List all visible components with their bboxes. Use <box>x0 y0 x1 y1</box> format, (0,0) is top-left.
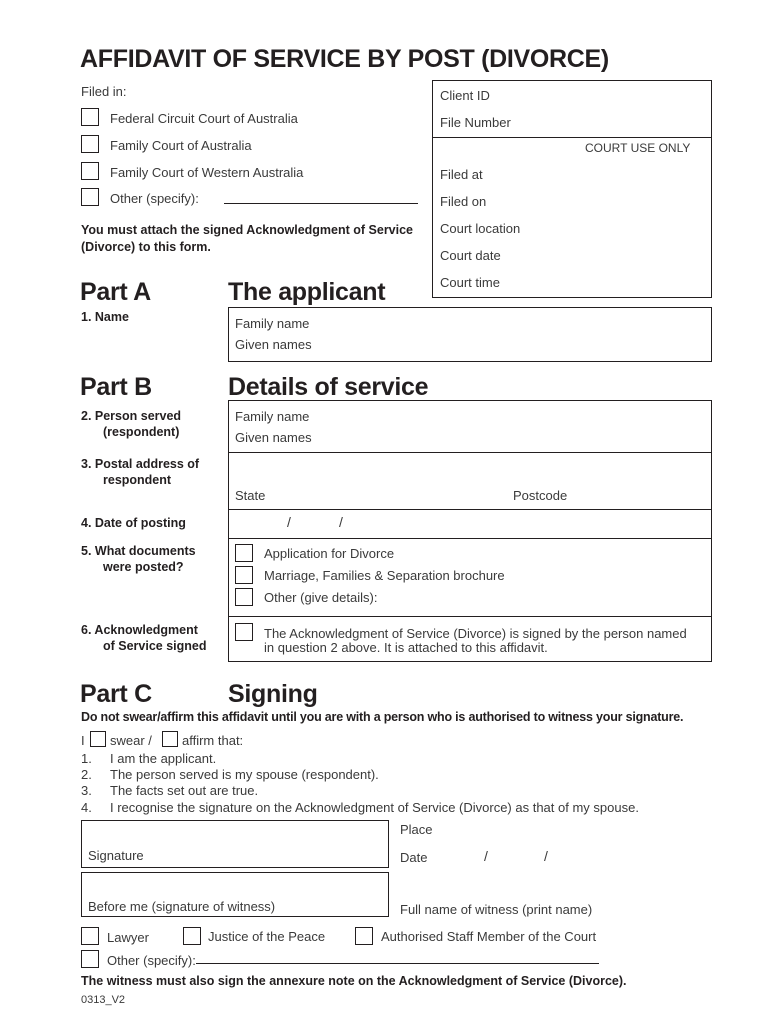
checkbox-affirm[interactable] <box>162 731 178 747</box>
statement-number: 3. <box>81 783 92 798</box>
state-label[interactable]: State <box>235 488 266 503</box>
checkbox-lawyer[interactable] <box>81 927 99 945</box>
row-divider <box>228 509 712 510</box>
place-label[interactable]: Place <box>400 822 433 837</box>
court-use-box <box>432 80 712 298</box>
statement-text: The facts set out are true. <box>110 783 259 798</box>
acknowledgment-text-line1: The Acknowledgment of Service (Divorce) is signed by the person named <box>264 626 687 641</box>
question-6-label-cont: of Service signed <box>103 639 207 653</box>
checkbox-federal-circuit-court[interactable] <box>81 108 99 126</box>
date-label[interactable]: Date <box>400 850 428 865</box>
part-c-heading: Signing <box>228 680 318 708</box>
checkbox-family-court-wa[interactable] <box>81 162 99 180</box>
witness-full-name-label[interactable]: Full name of witness (print name) <box>400 902 593 917</box>
page-title: AFFIDAVIT OF SERVICE BY POST (DIVORCE) <box>80 45 609 73</box>
part-b-label: Part B <box>80 373 152 401</box>
respondent-given-names-label[interactable]: Given names <box>235 430 312 445</box>
witness-type-label: Justice of the Peace <box>208 929 326 944</box>
checkbox-swear[interactable] <box>90 731 106 747</box>
filed-in-option-label: Family Court of Western Australia <box>110 165 304 180</box>
statement-text: I am the applicant. <box>110 751 217 766</box>
attach-note-line2: (Divorce) to this form. <box>81 240 211 254</box>
checkbox-justice-of-the-peace[interactable] <box>183 927 201 945</box>
row-divider <box>228 616 712 617</box>
filed-at-label: Filed at <box>440 167 483 182</box>
filed-in-label: Filed in: <box>81 84 127 99</box>
filed-on-label: Filed on <box>440 194 487 209</box>
statement-text: I recognise the signature on the Acknowledgment of Service (Divorce) as that of my spouse. <box>110 800 639 815</box>
signature-label: Signature <box>88 848 144 863</box>
checkbox-acknowledgment-signed[interactable] <box>235 623 253 641</box>
witness-type-label: Lawyer <box>107 930 149 945</box>
family-name-label: Family name <box>235 316 310 331</box>
court-date-label: Court date <box>440 248 501 263</box>
postcode-label[interactable]: Postcode <box>513 488 568 503</box>
filed-in-option-label: Federal Circuit Court of Australia <box>110 111 298 126</box>
part-b-heading: Details of service <box>228 373 429 401</box>
court-use-only-label: COURT USE ONLY <box>585 141 691 155</box>
statement-text: The person served is my spouse (respondent). <box>110 767 379 782</box>
date-separator: / <box>339 514 343 530</box>
filed-in-option-label: Other (specify): <box>110 191 199 206</box>
date-separator: / <box>544 848 548 864</box>
statement-number: 2. <box>81 767 92 782</box>
question-1-label: 1. Name <box>81 310 129 324</box>
question-5-label-cont: were posted? <box>103 560 184 574</box>
question-6-label: 6. Acknowledgment <box>81 623 198 637</box>
acknowledgment-text-line2: in question 2 above. It is attached to this affidavit. <box>264 640 548 655</box>
date-separator: / <box>484 848 488 864</box>
part-a-heading: The applicant <box>228 278 386 306</box>
court-location-label: Court location <box>440 221 521 236</box>
doc-option-label: Other (give details): <box>264 590 378 605</box>
filed-in-option-label: Family Court of Australia <box>110 138 252 153</box>
statement-number: 1. <box>81 751 92 766</box>
given-names-label: Given names <box>235 337 312 352</box>
checkbox-court-staff[interactable] <box>355 927 373 945</box>
doc-option-label: Application for Divorce <box>264 546 395 561</box>
question-4-label: 4. Date of posting <box>81 516 186 530</box>
checkbox-other-court[interactable] <box>81 188 99 206</box>
court-box-divider <box>432 137 712 138</box>
other-specify-input[interactable] <box>224 203 418 204</box>
respondent-family-name-label[interactable]: Family name <box>235 409 310 424</box>
question-2-label: 2. Person served <box>81 409 182 423</box>
question-3-label-cont: respondent <box>103 473 172 487</box>
other-witness-input[interactable] <box>196 963 599 964</box>
question-5-label: 5. What documents <box>81 544 196 558</box>
annexure-note: The witness must also sign the annexure note on the Acknowledgment of Service (Divorce). <box>81 974 627 988</box>
witness-type-label: Other (specify): <box>107 953 196 968</box>
witness-type-label: Authorised Staff Member of the Court <box>381 929 597 944</box>
checkbox-brochure[interactable] <box>235 566 253 584</box>
statement-number: 4. <box>81 800 92 815</box>
file-number-label: File Number <box>440 115 511 130</box>
question-2-label-cont: (respondent) <box>103 425 180 439</box>
affirm-label: affirm that: <box>182 733 244 748</box>
checkbox-other-docs[interactable] <box>235 588 253 606</box>
part-a-label: Part A <box>80 278 151 306</box>
checkbox-application-for-divorce[interactable] <box>235 544 253 562</box>
checkbox-family-court[interactable] <box>81 135 99 153</box>
doc-option-label: Marriage, Families & Separation brochure <box>264 568 505 583</box>
court-time-label: Court time <box>440 275 500 290</box>
row-divider <box>228 538 712 539</box>
row-divider <box>228 452 712 453</box>
i-label: I <box>81 733 85 748</box>
client-id-label: Client ID <box>440 88 490 103</box>
form-code: 0313_V2 <box>81 994 126 1006</box>
question-3-label: 3. Postal address of <box>81 457 200 471</box>
date-separator: / <box>287 514 291 530</box>
checkbox-other-witness[interactable] <box>81 950 99 968</box>
attach-note-line1: You must attach the signed Acknowledgment of Service <box>81 223 414 237</box>
part-c-label: Part C <box>80 680 152 708</box>
before-me-label: Before me (signature of witness) <box>88 899 276 914</box>
swear-label: swear / <box>110 733 152 748</box>
witness-warning: Do not swear/affirm this affidavit until you are with a person who is authorised to witness your signature. <box>81 710 684 724</box>
